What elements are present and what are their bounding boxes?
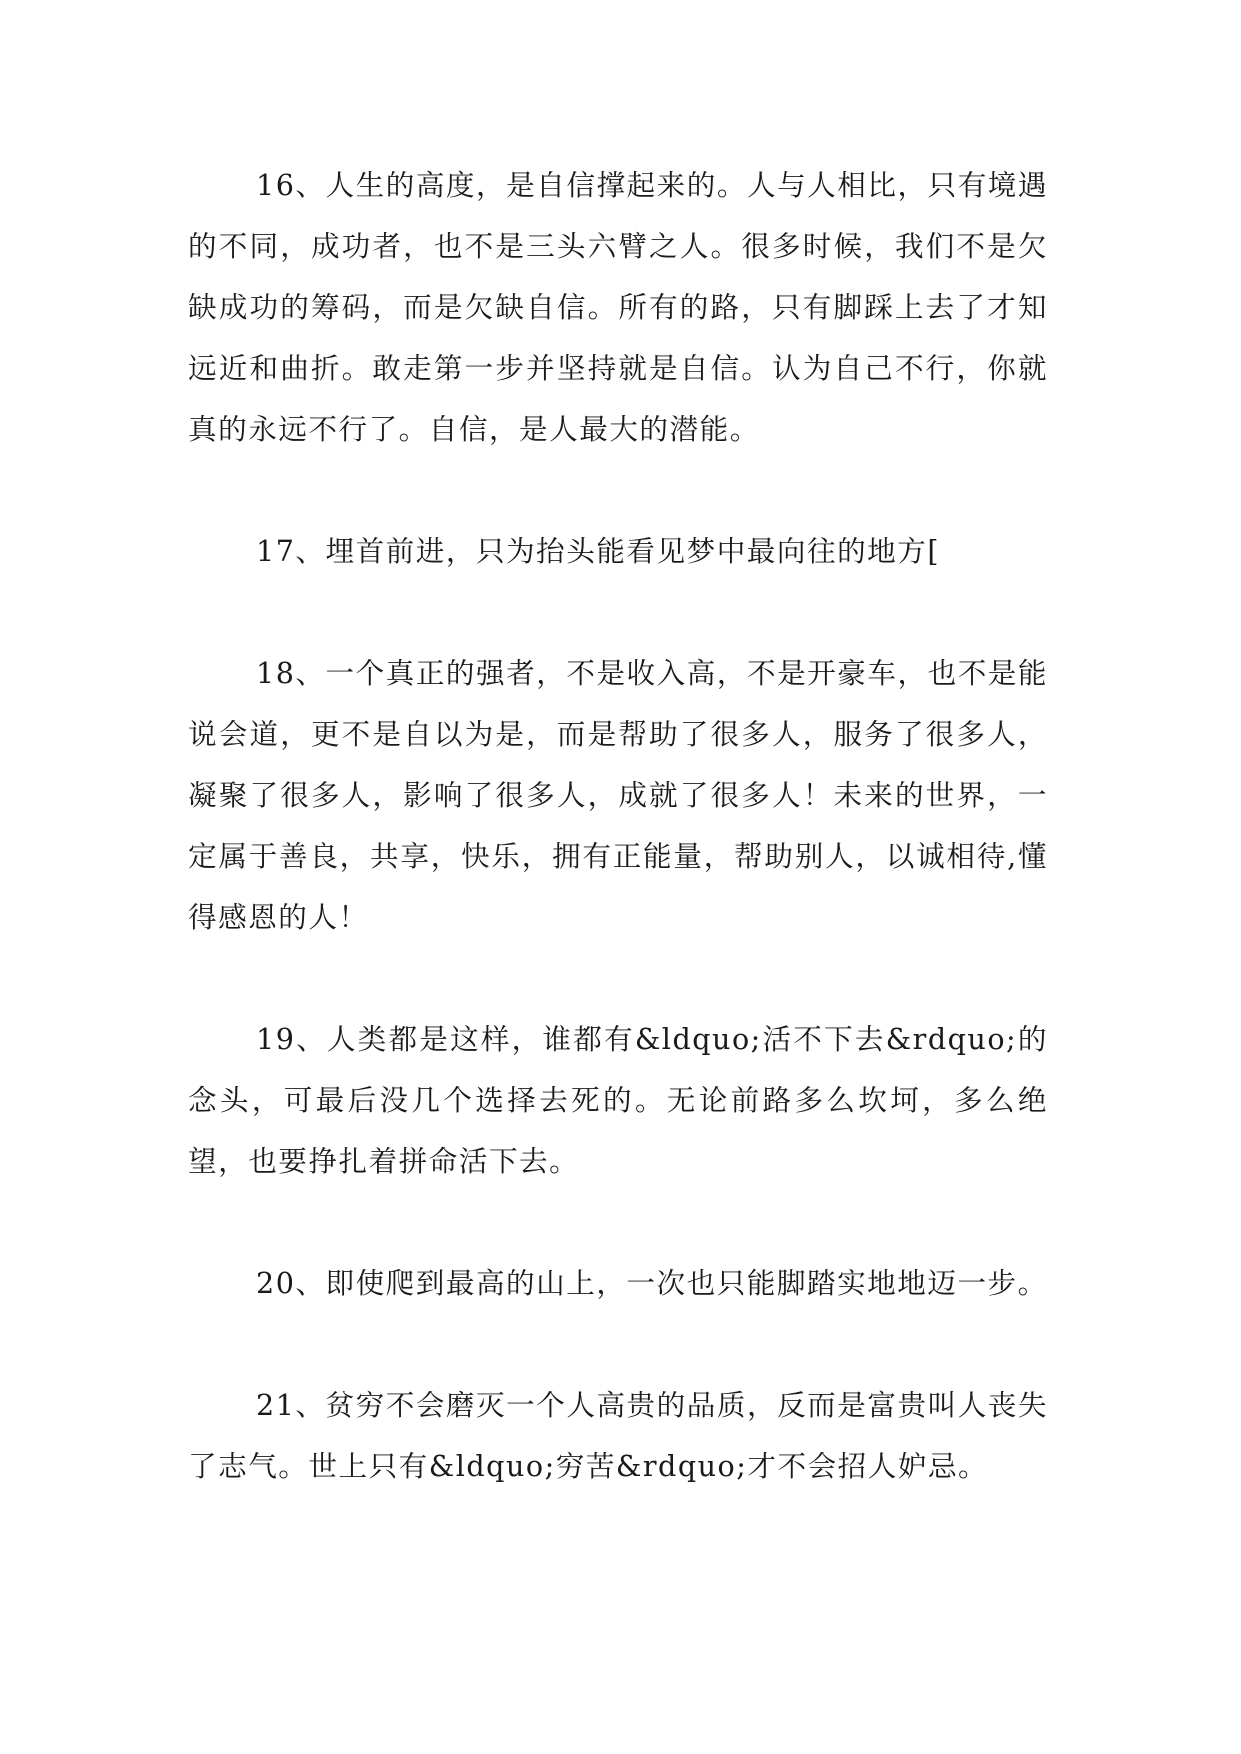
document-body bbox=[188, 155, 1048, 1497]
paragraph-17: 17、埋首前进，只为抬头能看见梦中最向往的地方[ bbox=[256, 534, 941, 568]
paragraph-18: 18、一个真正的强者，不是收入高，不是开豪车，也不是能说会道，更不是自以为是，而是帮助了很多人，服务了很多人，凝聚了很多人，影响了很多人，成就了很多人！未来的世界，一定属于善良，共享，快乐，拥有正能量，帮助别人，以诚相待,懂得感恩的人！ bbox=[188, 656, 1048, 934]
paragraph-19: 19、人类都是这样，谁都有&ldquo;活不下去&rdquo;的念头，可最后没几个选择去死的。无论前路多么坎坷，多么绝望，也要挣扎着拼命活下去。 bbox=[188, 1022, 1048, 1178]
paragraph-21: 21、贫穷不会磨灭一个人高贵的品质，反而是富贵叫人丧失了志气。世上只有&ldquo;穷苦&rdquo;才不会招人妒忌。 bbox=[188, 1388, 1048, 1483]
paragraph-20: 20、即使爬到最高的山上，一次也只能脚踏实地地迈一步。 bbox=[256, 1266, 1048, 1300]
paragraph-16: 16、人生的高度，是自信撑起来的。人与人相比，只有境遇的不同，成功者，也不是三头六臂之人。很多时候，我们不是欠缺成功的筹码，而是欠缺自信。所有的路，只有脚踩上去了才知远近和曲折。敢走第一步并坚持就是自信。认为自己不行，你就真的永远不行了。自信，是人最大的潜能。 bbox=[188, 168, 1048, 446]
